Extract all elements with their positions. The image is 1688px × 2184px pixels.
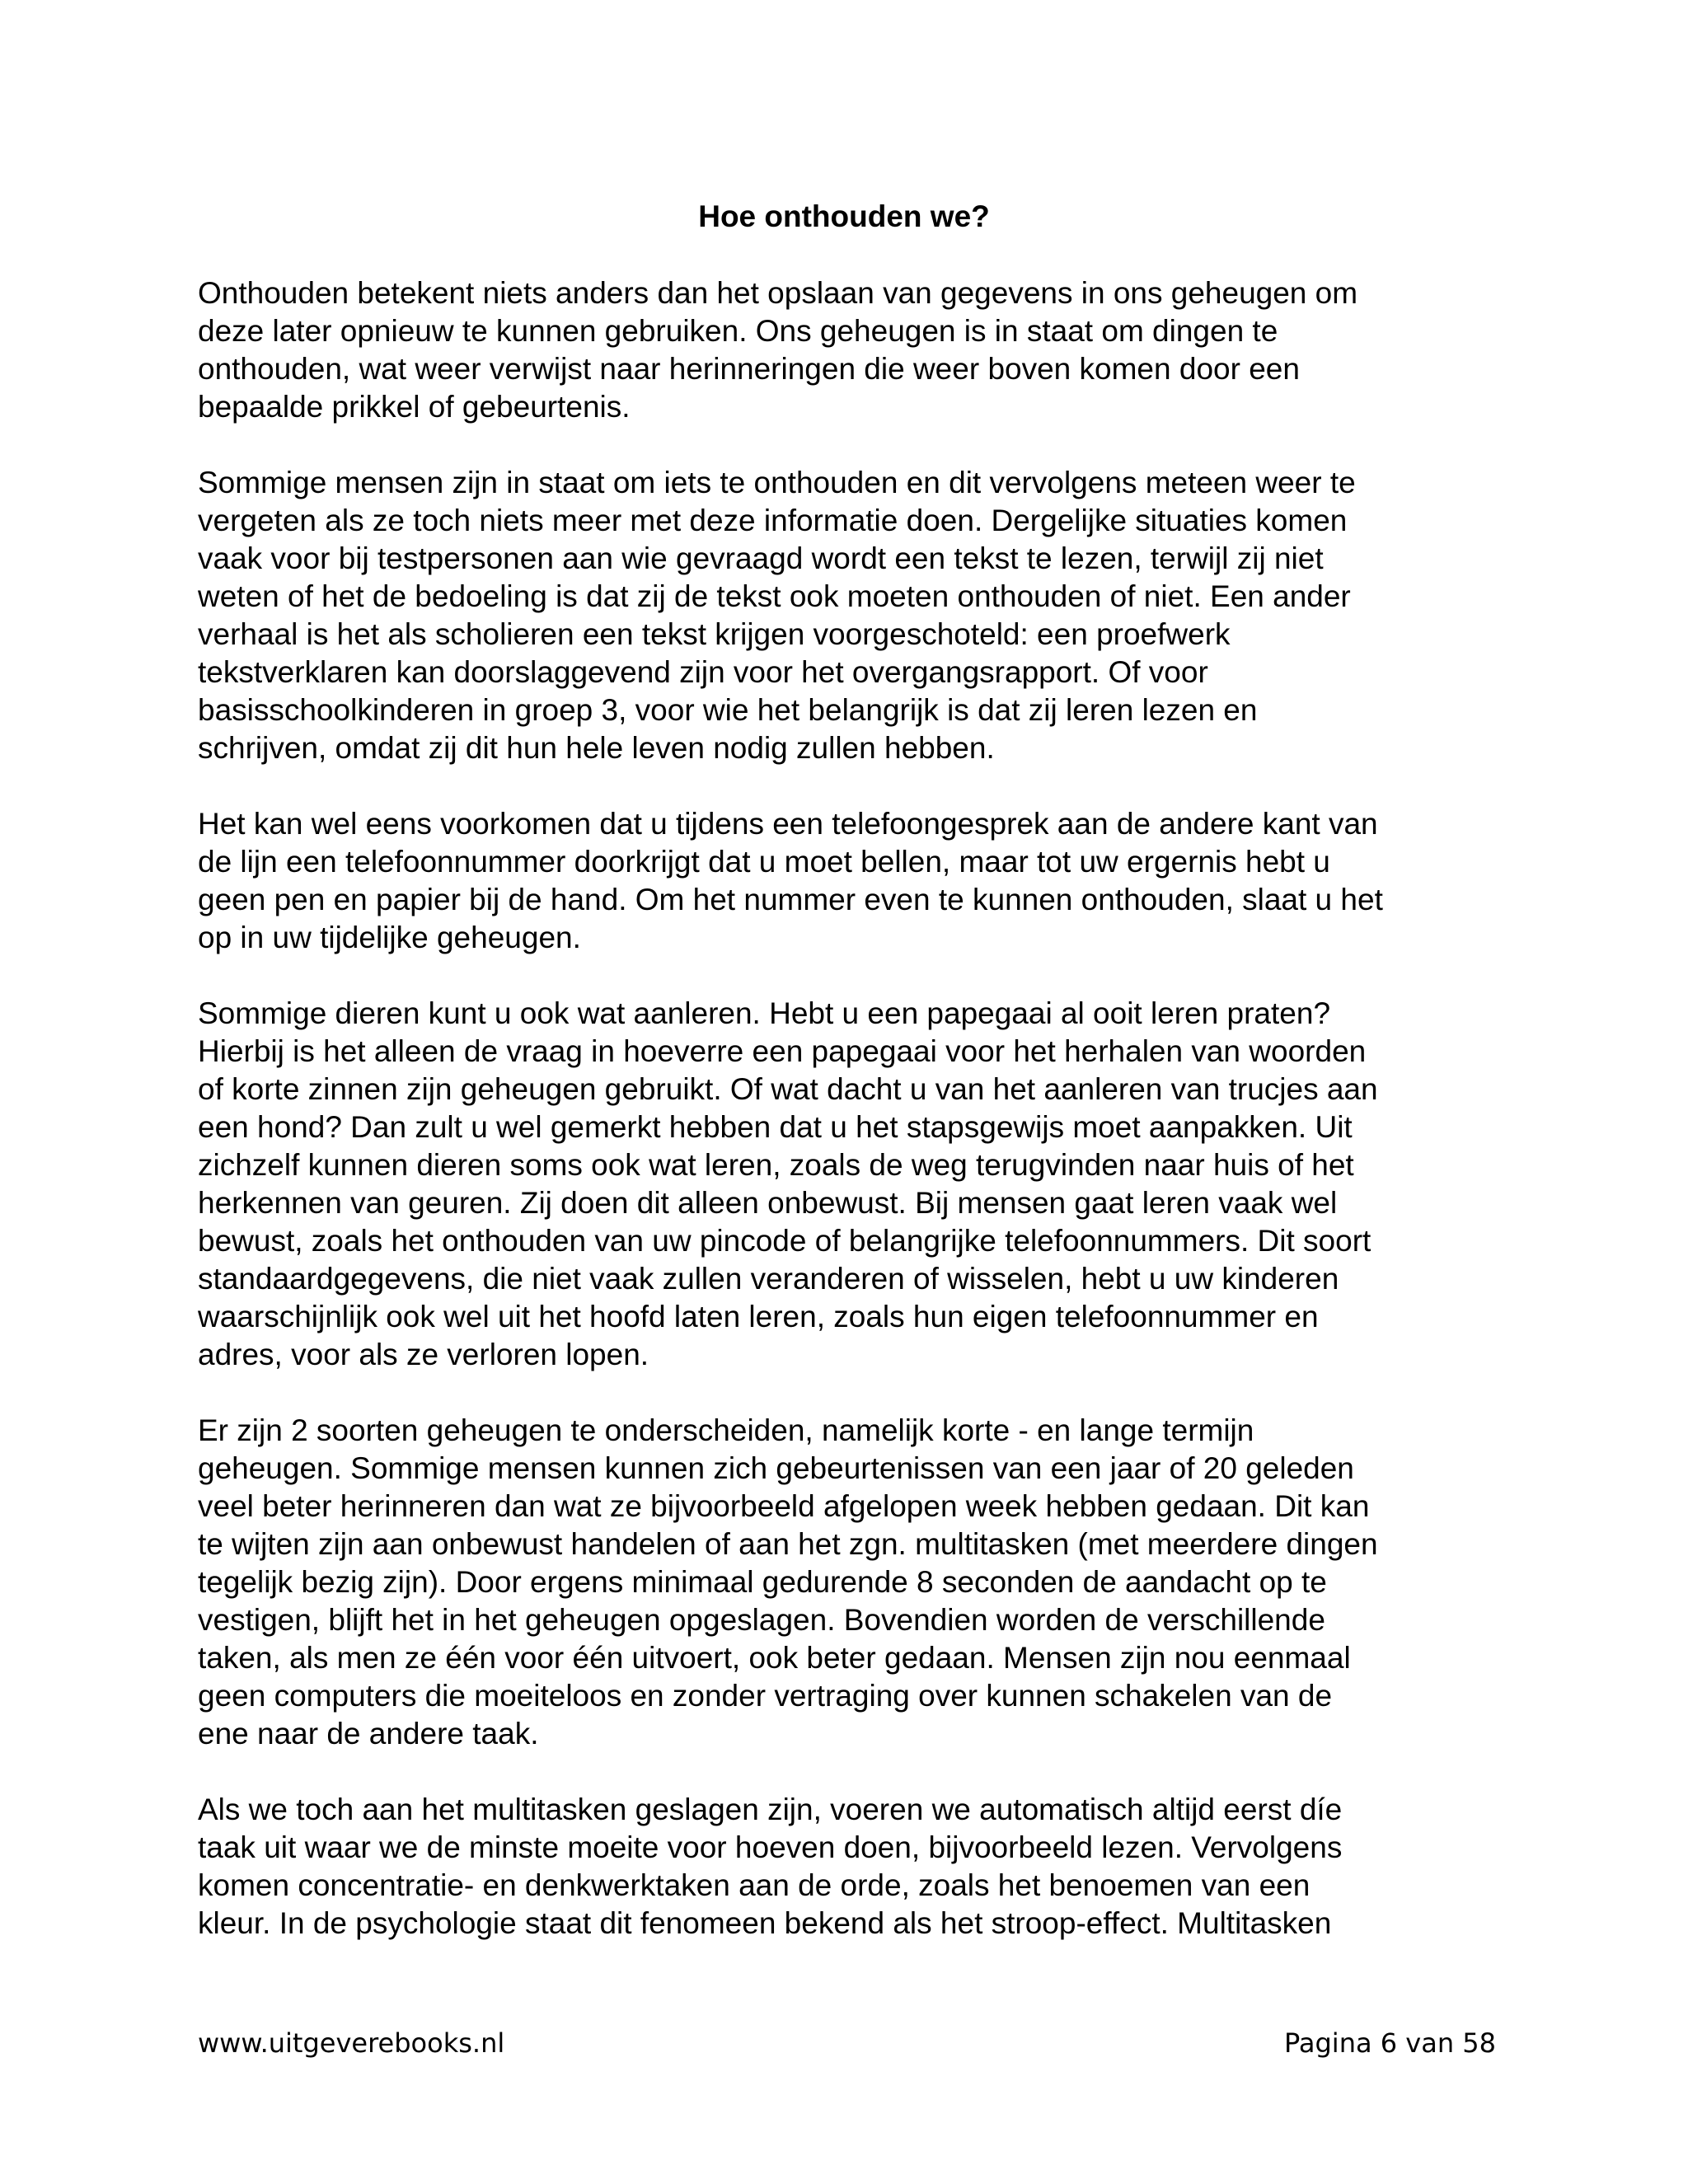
text-line: Hierbij is het alleen de vraag in hoeverre een papegaai voor het herhalen van woorden <box>198 1034 1367 1068</box>
paragraph-3 <box>198 805 1492 957</box>
text-line: op in uw tijdelijke geheugen. <box>198 921 581 954</box>
text-line: of korte zinnen zijn geheugen gebruikt. Of wat dacht u van het aanleren van trucjes aan <box>198 1072 1378 1106</box>
paragraph-5 <box>198 1412 1492 1753</box>
text-line: geen pen en papier bij de hand. Om het nummer even te kunnen onthouden, slaat u het <box>198 883 1383 916</box>
text-line: geen computers die moeiteloos en zonder vertraging over kunnen schakelen van de <box>198 1679 1333 1713</box>
text-line: schrijven, omdat zij dit hun hele leven nodig zullen hebben. <box>198 731 995 765</box>
paragraph-4 <box>198 995 1492 1374</box>
text-line: Als we toch aan het multitasken geslagen zijn, voeren we automatisch altijd eerst díe <box>198 1793 1343 1826</box>
text-line: bewust, zoals het onthouden van uw pincode of belangrijke telefoonnummers. Dit soort <box>198 1224 1372 1258</box>
text-line: taken, als men ze één voor één uitvoert, ook beter gedaan. Mensen zijn nou eenmaal <box>198 1641 1351 1675</box>
text-line: Het kan wel eens voorkomen dat u tijdens een telefoongesprek aan de andere kant van <box>198 807 1378 841</box>
paragraph-6 <box>198 1791 1492 1943</box>
page-title: Hoe onthouden we? <box>698 199 990 233</box>
paragraph-1 <box>198 274 1492 426</box>
text-line: ene naar de andere taak. <box>198 1717 539 1750</box>
page-footer <box>198 2027 1496 2060</box>
text-line: Er zijn 2 soorten geheugen te onderscheiden, namelijk korte - en lange termijn <box>198 1413 1254 1447</box>
text-line: standaardgegevens, die niet vaak zullen veranderen of wisselen, hebt u uw kinderen <box>198 1262 1339 1296</box>
text-line: adres, voor als ze verloren lopen. <box>198 1338 649 1371</box>
text-line: een hond? Dan zult u wel gemerkt hebben dat u het stapsgewijs moet aanpakken. Uit <box>198 1110 1353 1144</box>
text-line: Sommige dieren kunt u ook wat aanleren. Hebt u een papegaai al ooit leren praten? <box>198 996 1331 1030</box>
text-line: bepaalde prikkel of gebeurtenis. <box>198 390 631 424</box>
text-line: deze later opnieuw te kunnen gebruiken. Ons geheugen is in staat om dingen te <box>198 314 1278 348</box>
text-line: te wijten zijn aan onbewust handelen of aan het zgn. multitasken (met meerdere dingen <box>198 1527 1378 1561</box>
footer-website: www.uitgeverebooks.nl <box>198 2027 505 2059</box>
text-line: vestigen, blijft het in het geheugen opgeslagen. Bovendien worden de verschillende <box>198 1603 1325 1637</box>
text-line: kleur. In de psychologie staat dit fenomeen bekend als het stroop-effect. Multitasken <box>198 1906 1332 1940</box>
text-line: Onthouden betekent niets anders dan het opslaan van gegevens in ons geheugen om <box>198 276 1358 310</box>
text-line: verhaal is het als scholieren een tekst krijgen voorgeschoteld: een proefwerk <box>198 617 1231 651</box>
text-line: onthouden, wat weer verwijst naar herinneringen die weer boven komen door een <box>198 352 1300 386</box>
text-line: herkennen van geuren. Zij doen dit alleen onbewust. Bij mensen gaat leren vaak wel <box>198 1186 1338 1220</box>
text-line: Sommige mensen zijn in staat om iets te onthouden en dit vervolgens meteen weer te <box>198 466 1356 499</box>
text-line: zichzelf kunnen dieren soms ook wat leren, zoals de weg terugvinden naar huis of het <box>198 1148 1354 1182</box>
body-text <box>198 274 1492 1980</box>
text-line: de lijn een telefoonnummer doorkrijgt dat u moet bellen, maar tot uw ergernis hebt u <box>198 845 1330 879</box>
text-line: veel beter herinneren dan wat ze bijvoorbeeld afgelopen week hebben gedaan. Dit kan <box>198 1489 1370 1523</box>
text-line: vaak voor bij testpersonen aan wie gevraagd wordt een tekst te lezen, terwijl zij niet <box>198 541 1324 575</box>
text-line: tegelijk bezig zijn). Door ergens minimaal gedurende 8 seconden de aandacht op te <box>198 1565 1327 1599</box>
text-line: tekstverklaren kan doorslaggevend zijn voor het overgangsrapport. Of voor <box>198 655 1208 689</box>
text-line: komen concentratie- en denkwerktaken aan de orde, zoals het benoemen van een <box>198 1868 1311 1902</box>
paragraph-2 <box>198 464 1492 767</box>
text-line: basisschoolkinderen in groep 3, voor wie het belangrijk is dat zij leren lezen en <box>198 693 1258 727</box>
text-line: vergeten als ze toch niets meer met deze informatie doen. Dergelijke situaties komen <box>198 504 1348 537</box>
text-line: weten of het de bedoeling is dat zij de tekst ook moeten onthouden of niet. Een ander <box>198 579 1351 613</box>
text-line: taak uit waar we de minste moeite voor hoeven doen, bijvoorbeeld lezen. Vervolgens <box>198 1830 1343 1864</box>
page-number: Pagina 6 van 58 <box>1284 2027 1496 2059</box>
text-line: geheugen. Sommige mensen kunnen zich gebeurtenissen van een jaar of 20 geleden <box>198 1451 1354 1485</box>
text-line: waarschijnlijk ook wel uit het hoofd laten leren, zoals hun eigen telefoonnummer en <box>198 1300 1319 1333</box>
